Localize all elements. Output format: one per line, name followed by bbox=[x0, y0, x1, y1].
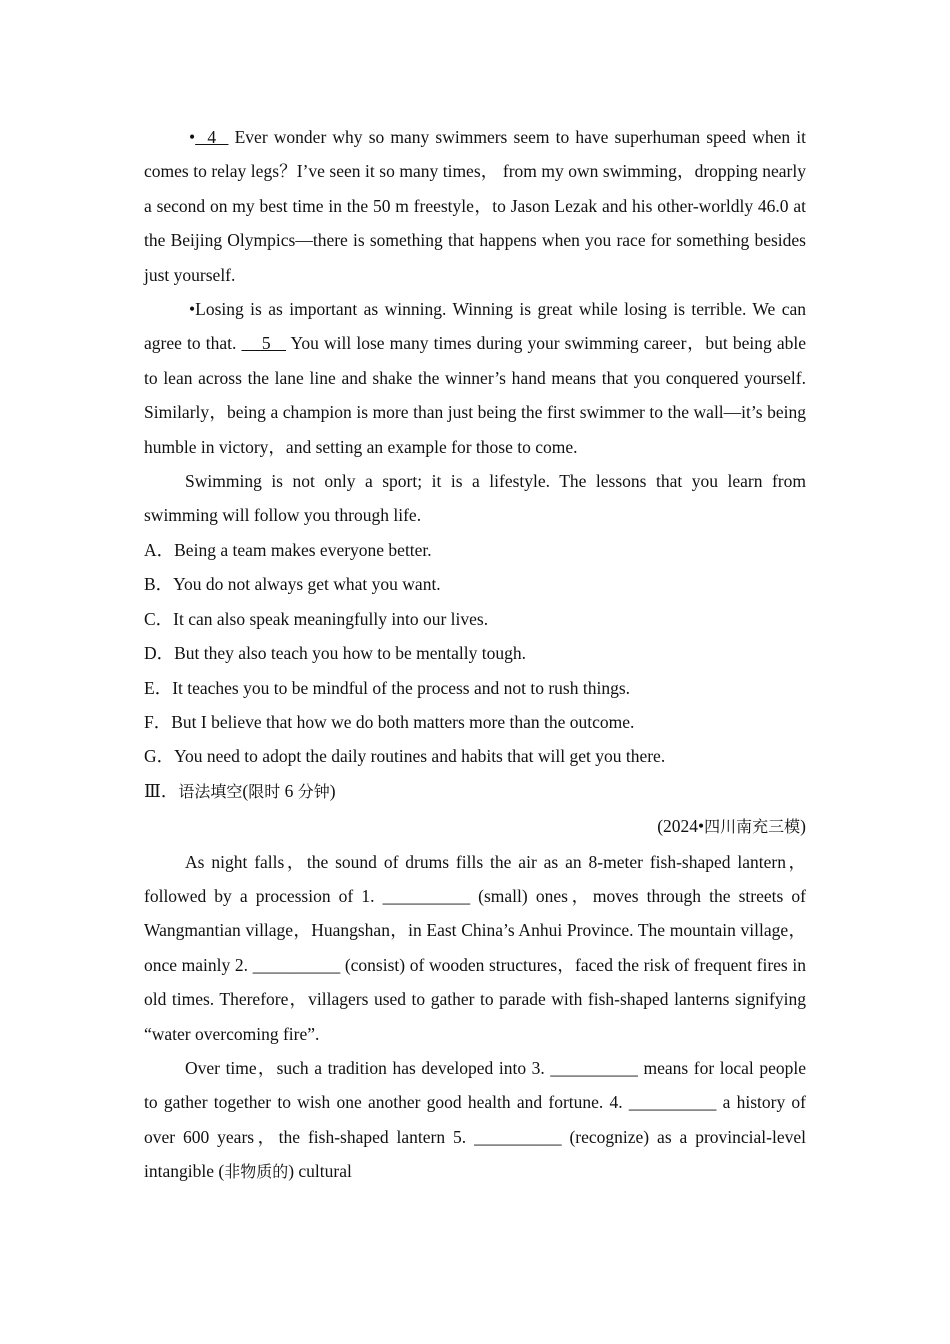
passage-paragraph-relay bbox=[144, 120, 806, 292]
paragraph-text: Losing is as important as winning. Winning is great while losing is terrible. We can agree to that. bbox=[144, 299, 806, 354]
grammar-blank-2[interactable]: __________ bbox=[252, 954, 341, 975]
grammar-paragraph-2: Over time，such a tradition has developed into 3. __________ means for local people to gather together to wish one another good health and fortune. 4. __________ a history of over 600 years，the fish-shaped lantern 5. __________ (recognize) as a provincial-level intangible (非物质的) cultural bbox=[144, 1057, 806, 1182]
grammar-paragraph-1: As night falls，the sound of drums fills the air as an 8-meter fish-shaped lantern，followed by a procession of 1. __________ (small) ones，moves through the streets of Wangmantian village，Huangshan，in East China’s Anhui Province. The mountain village，once mainly 2. __________ (consist) of wooden structures，faced the risk of frequent fires in old times. Therefore，villagers used to gather to parade with fish-shaped lanterns signifying “water overcoming fire”. bbox=[144, 851, 806, 1044]
answer-blank-4[interactable]: 4 bbox=[195, 127, 229, 147]
options-list bbox=[144, 533, 806, 774]
option-a: A．Being a team makes everyone better. bbox=[144, 539, 432, 560]
passage-paragraph-losing bbox=[144, 292, 806, 464]
option-b: B．You do not always get what you want. bbox=[144, 574, 441, 595]
grammar-blank-5[interactable]: __________ bbox=[474, 1126, 562, 1147]
passage-paragraph-conclusion: Swimming is not only a sport; it is a lifestyle. The lessons that you learn from swimming will follow you through life. bbox=[144, 471, 806, 526]
paragraph-text: You will lose many times during your swimming career，but being able to lean across the lane line and shake the winner’s hand means that you conquered yourself. Similarly，being a champion is more than just being the first swimmer to the wall—it’s being humble in victory，and setting an example for those to come. bbox=[144, 333, 807, 457]
grammar-blank-4[interactable]: __________ bbox=[628, 1092, 717, 1113]
document-page bbox=[144, 120, 806, 1190]
answer-blank-5[interactable]: 5 bbox=[241, 333, 287, 354]
section-heading: Ⅲ．语法填空(限时 6 分钟) bbox=[144, 780, 336, 801]
bullet-mark: • bbox=[189, 127, 196, 147]
grammar-blank-1[interactable]: __________ bbox=[382, 885, 471, 906]
option-g: G．You need to adopt the daily routines and habits that will get you there. bbox=[144, 746, 666, 767]
bullet-mark: • bbox=[189, 299, 196, 320]
chinese-gloss: 非物质的 bbox=[224, 1162, 289, 1182]
paragraph-text: Ever wonder why so many swimmers seem to have superhuman speed when it comes to relay legs？I’ve seen it so many times， from my own swimming，dropping nearly a second on my best time in the 50 m freestyle，to Jason Lezak and his other-worldly 46.0 at the Beijing Olympics—there is something that happens when you race for something besides just yourself. bbox=[144, 127, 806, 285]
option-f: F．But I believe that how we do both matters more than the outcome. bbox=[144, 711, 635, 732]
option-d: D．But they also teach you how to be mentally tough. bbox=[144, 643, 527, 664]
grammar-blank-3[interactable]: __________ bbox=[550, 1057, 638, 1078]
option-e: E．It teaches you to be mindful of the process and not to rush things. bbox=[144, 677, 631, 698]
source-citation: (2024•四川南充三模) bbox=[657, 816, 806, 837]
option-c: C．It can also speak meaningfully into our lives. bbox=[144, 608, 489, 629]
